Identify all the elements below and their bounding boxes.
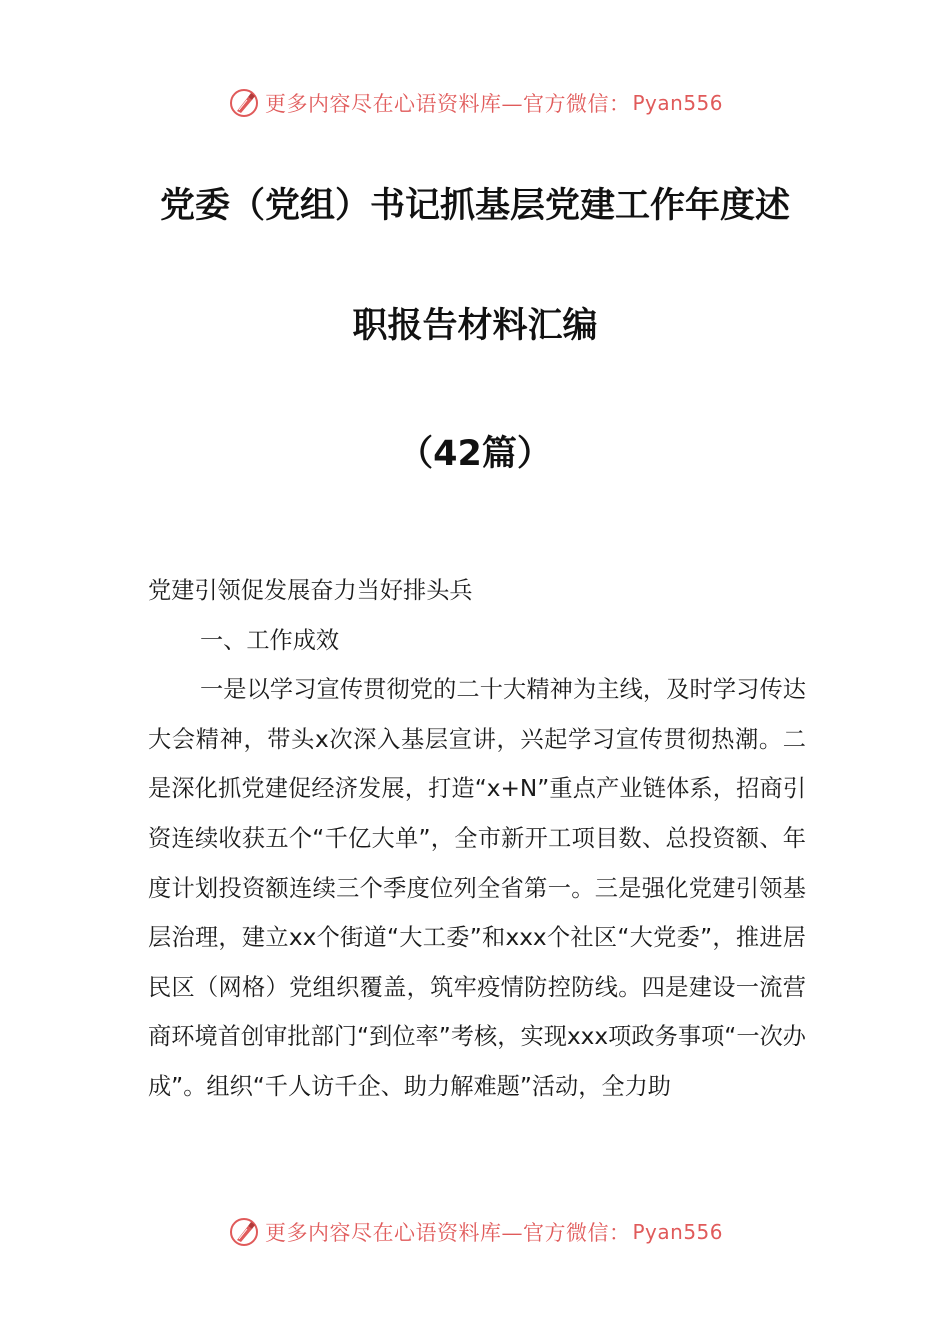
document-title-count: （42篇） [398,434,552,474]
heading-work-results: 一、工作成效 [200,626,340,654]
watermark-footer [0,1212,950,1252]
section-title: 党建引领促发展奋力当好排头兵 [148,577,473,604]
watermark-text: 更多内容尽在心语资料库—官方微信： [264,92,631,116]
document-body [148,566,806,1112]
body-paragraph: 一是以学习宣传贯彻党的二十大精神为主线，及时学习传达大会精神，带头x次深入基层宣讲，兴起学习宣传贯彻热潮。二是深化抓党建促经济发展，打造“x+N”重点产业链体系，招商引资连续收获五个“千亿大单”，全市新开工项目数、总投资额、年度计划投资额连续三个季度位列全省第一。三是强化党建引领基层治理，建立xx个街道“大工委”和xxx个社区“大党委”，推进居民区（网格）党组织覆盖，筑牢疫情防控防线。四是建设一流营商环境首创审批部门“到位率”考核，实现xxx项政务事项“一次办成”。组织“千人访千企、助力解难题”活动，全力助 [148,676,806,1100]
watermark-text: 更多内容尽在心语资料库—官方微信： [264,1221,631,1245]
watermark-wechat-id: Pyan556 [632,91,723,115]
watermark-header [0,83,950,123]
pen-nib-circle-icon [227,86,261,120]
pen-nib-circle-icon [227,1215,261,1249]
watermark-wechat-id: Pyan556 [632,1220,723,1244]
document-title-line2: 职报告材料汇编 [352,306,598,346]
document-title-line1: 党委（党组）书记抓基层党建工作年度述 [159,186,790,226]
